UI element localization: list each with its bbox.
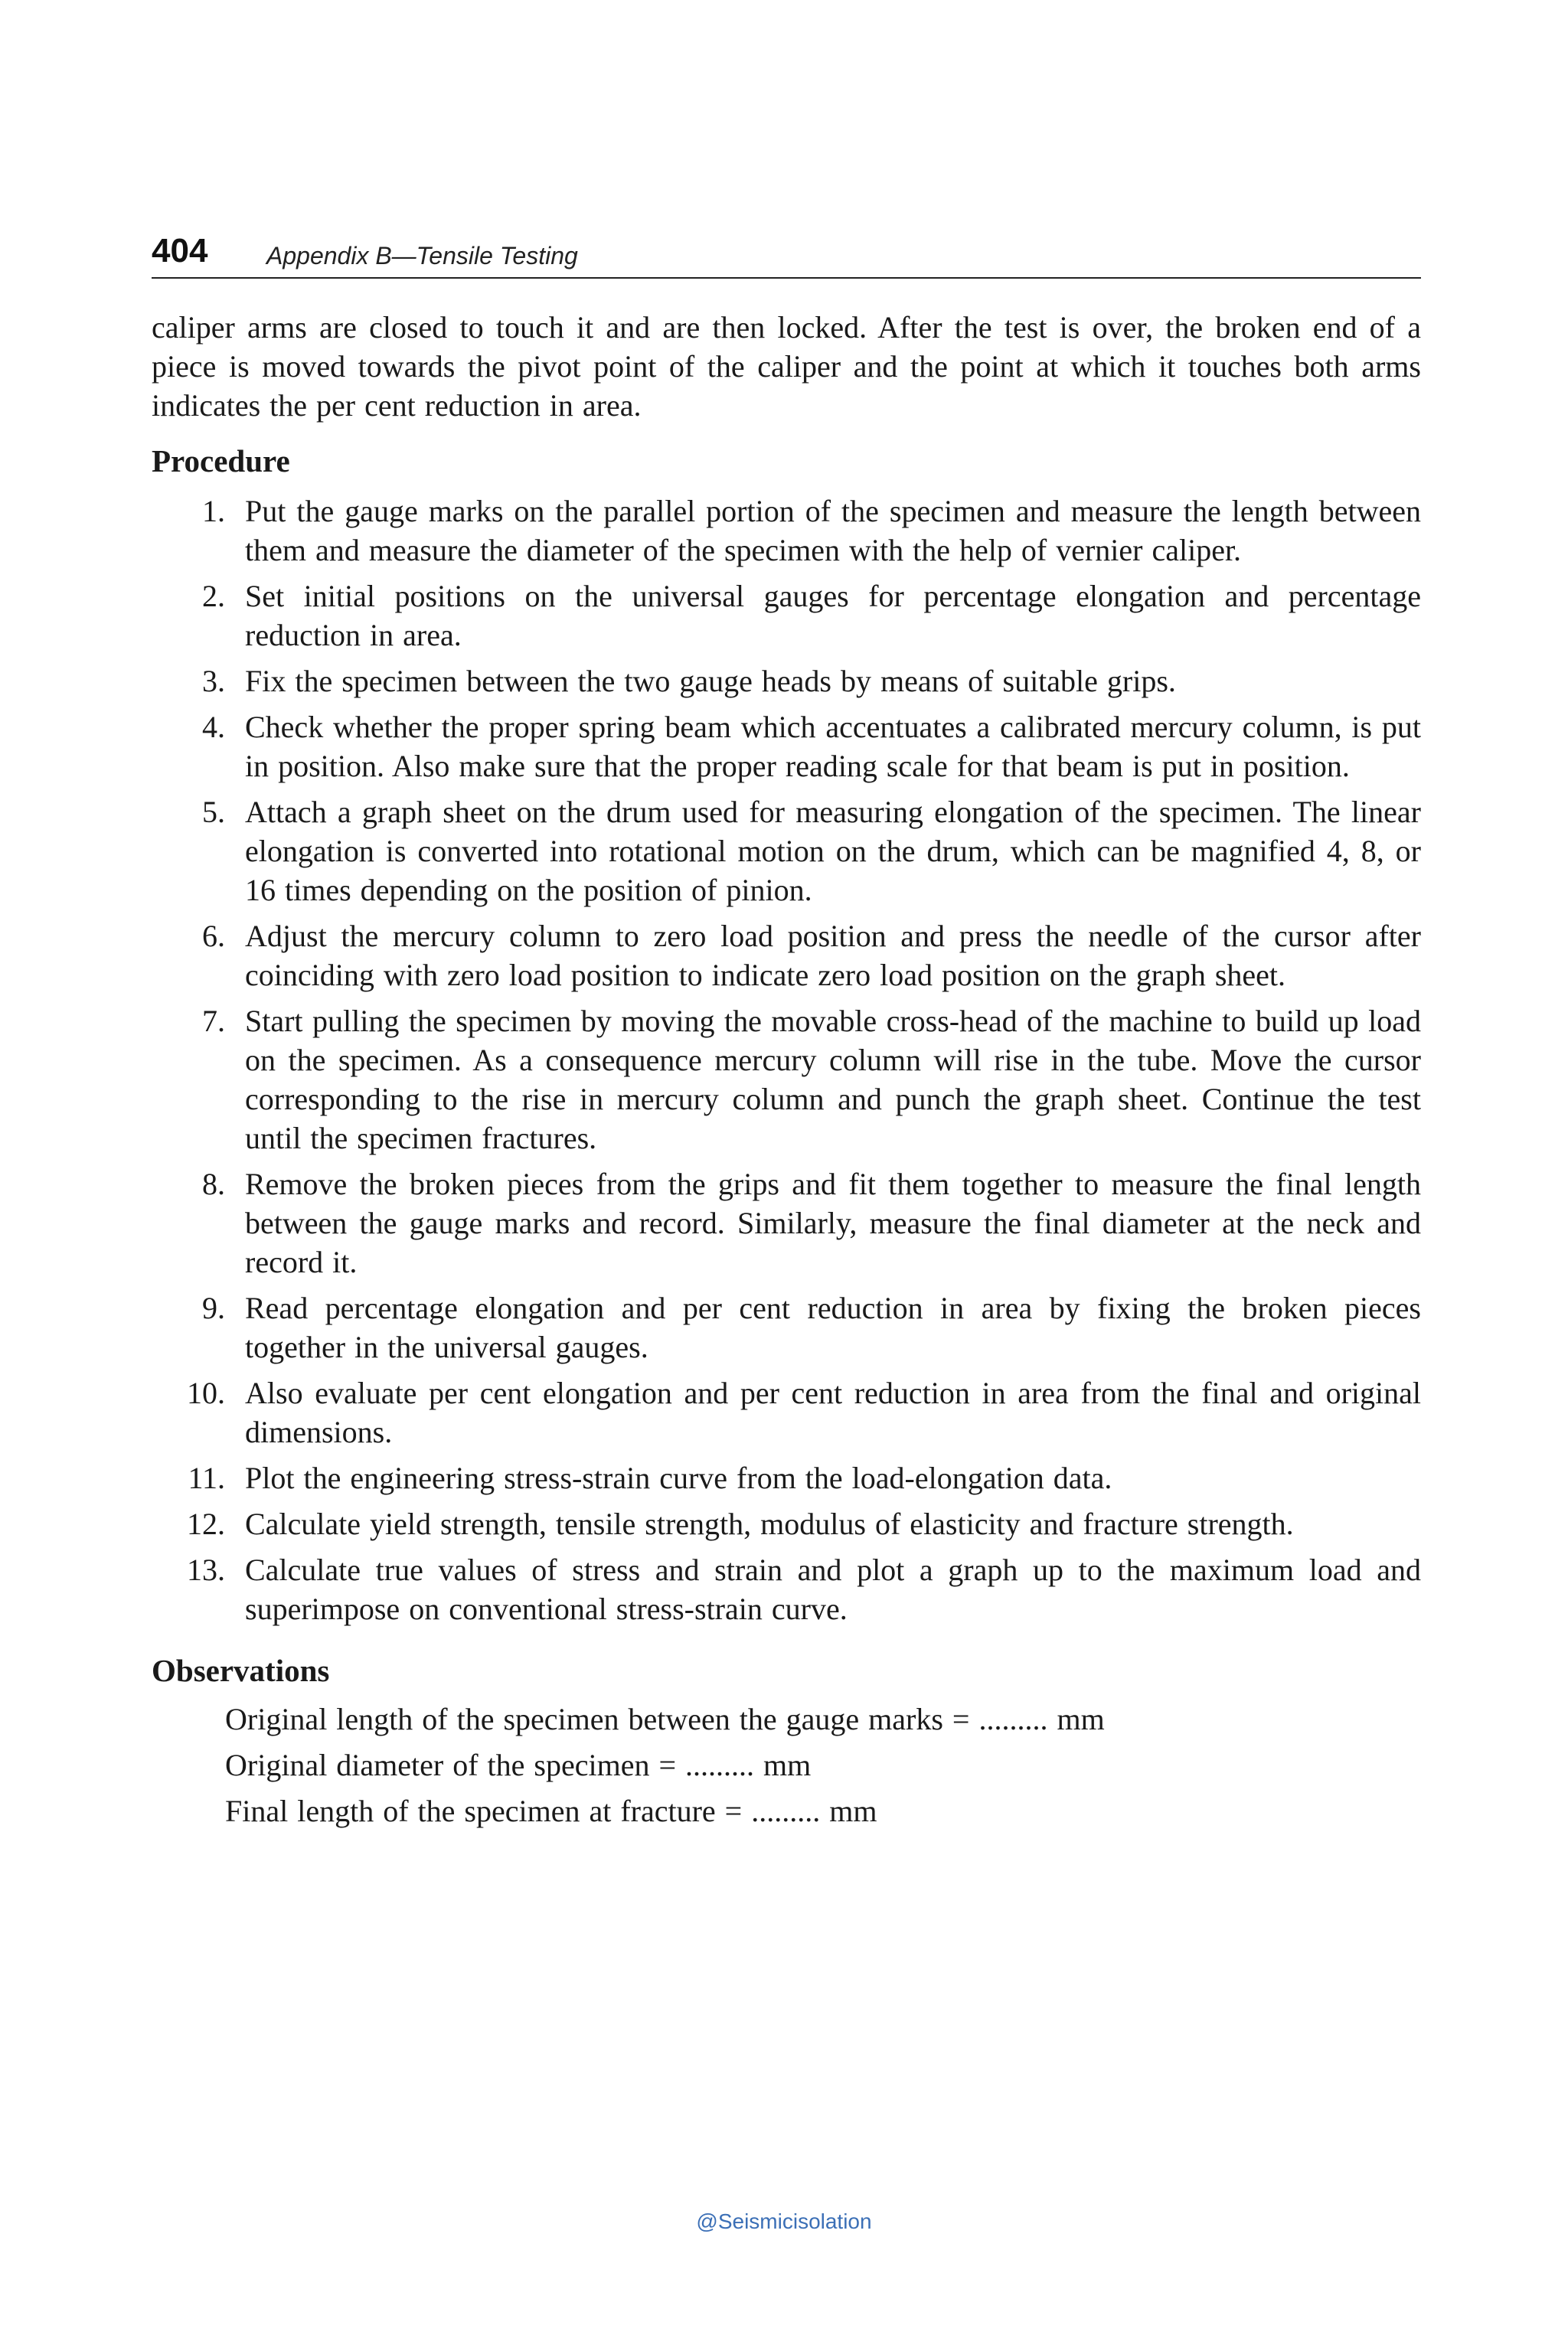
- procedure-heading: Procedure: [152, 443, 290, 478]
- procedure-step: [152, 1288, 1421, 1367]
- procedure-step: [152, 1164, 1421, 1282]
- step-number: 12.: [187, 1507, 225, 1541]
- observations-heading: Observations: [152, 1653, 330, 1688]
- step-number: 9.: [202, 1291, 225, 1325]
- step-text: Attach a graph sheet on the drum used for measuring elongation of the specimen. The linear elongation is converted into rotational motion on the drum, which can be magnified 4, 8, or 16 times depending on the position of pinion.: [245, 795, 1421, 907]
- step-text: Check whether the proper spring beam which accentuates a calibrated mercury column, is put in position. Also make sure that the proper reading scale for that beam is put in position.: [245, 710, 1421, 783]
- step-text: Put the gauge marks on the parallel portion of the specimen and measure the length between them and measure the diameter of the specimen with the help of vernier caliper.: [245, 494, 1421, 567]
- procedure-step: [152, 916, 1421, 994]
- intro-paragraph: caliper arms are closed to touch it and are then locked. After the test is over, the broken end of a piece is moved towards the pivot point of the caliper and the point at which it touches both arms indicates the per cent reduction in area.: [152, 310, 1421, 423]
- page-body: [152, 308, 1421, 1837]
- step-text: Remove the broken pieces from the grips and fit them together to measure the final length between the gauge marks and record. Similarly, measure the final diameter at the neck and record it.: [245, 1167, 1421, 1279]
- page-header: [152, 228, 1421, 279]
- step-number: 10.: [187, 1376, 225, 1410]
- procedure-step: [152, 1373, 1421, 1452]
- step-text: Also evaluate per cent elongation and per cent reduction in area from the final and original dimensions.: [245, 1376, 1421, 1449]
- page-number: 404: [152, 232, 208, 269]
- step-text: Adjust the mercury column to zero load position and press the needle of the cursor after coinciding with zero load position to indicate zero load position on the graph sheet.: [245, 919, 1421, 992]
- step-text: Set initial positions on the universal gauges for percentage elongation and percentage reduction in area.: [245, 579, 1421, 652]
- procedure-step: [152, 1550, 1421, 1628]
- step-number: 6.: [202, 919, 225, 953]
- step-text: Read percentage elongation and per cent reduction in area by fixing the broken pieces together in the universal gauges.: [245, 1291, 1421, 1364]
- step-text: Calculate yield strength, tensile strength, modulus of elasticity and fracture strength.: [245, 1507, 1294, 1541]
- procedure-step: [152, 1001, 1421, 1158]
- step-number: 7.: [202, 1004, 225, 1038]
- procedure-step: [152, 1504, 1421, 1543]
- step-number: 3.: [202, 664, 225, 698]
- observation-line: Final length of the specimen at fracture = ......... mm: [225, 1794, 877, 1828]
- procedure-step: [152, 661, 1421, 700]
- step-number: 5.: [202, 795, 225, 829]
- procedure-list: [152, 491, 1421, 1628]
- step-text: Calculate true values of stress and strain and plot a graph up to the maximum load and superimpose on conventional stress-strain curve.: [245, 1553, 1421, 1626]
- step-text: Fix the specimen between the two gauge heads by means of suitable grips.: [245, 664, 1176, 698]
- step-text: Start pulling the specimen by moving the movable cross-head of the machine to build up load on the specimen. As a consequence mercury column will rise in the tube. Move the cursor corresponding to the rise in mercury column and punch the graph sheet. Continue the test until the specimen fractures.: [245, 1004, 1421, 1155]
- step-number: 2.: [202, 579, 225, 613]
- procedure-step: [152, 491, 1421, 570]
- running-title: Appendix B—Tensile Testing: [266, 242, 578, 269]
- step-number: 11.: [188, 1461, 225, 1495]
- procedure-step: [152, 707, 1421, 785]
- step-number: 4.: [202, 710, 225, 744]
- procedure-step: [152, 1458, 1421, 1497]
- procedure-step: [152, 792, 1421, 910]
- step-text: Plot the engineering stress-strain curve from the load-elongation data.: [245, 1461, 1112, 1495]
- procedure-step: [152, 576, 1421, 655]
- watermark: @Seismicisolation: [696, 2209, 872, 2233]
- observation-line: Original length of the specimen between the gauge marks = ......... mm: [225, 1702, 1105, 1736]
- observation-line: Original diameter of the specimen = ......... mm: [225, 1748, 812, 1782]
- observations-list: [152, 1700, 1421, 1830]
- step-number: 8.: [202, 1167, 225, 1201]
- step-number: 13.: [187, 1553, 225, 1587]
- step-number: 1.: [202, 494, 225, 528]
